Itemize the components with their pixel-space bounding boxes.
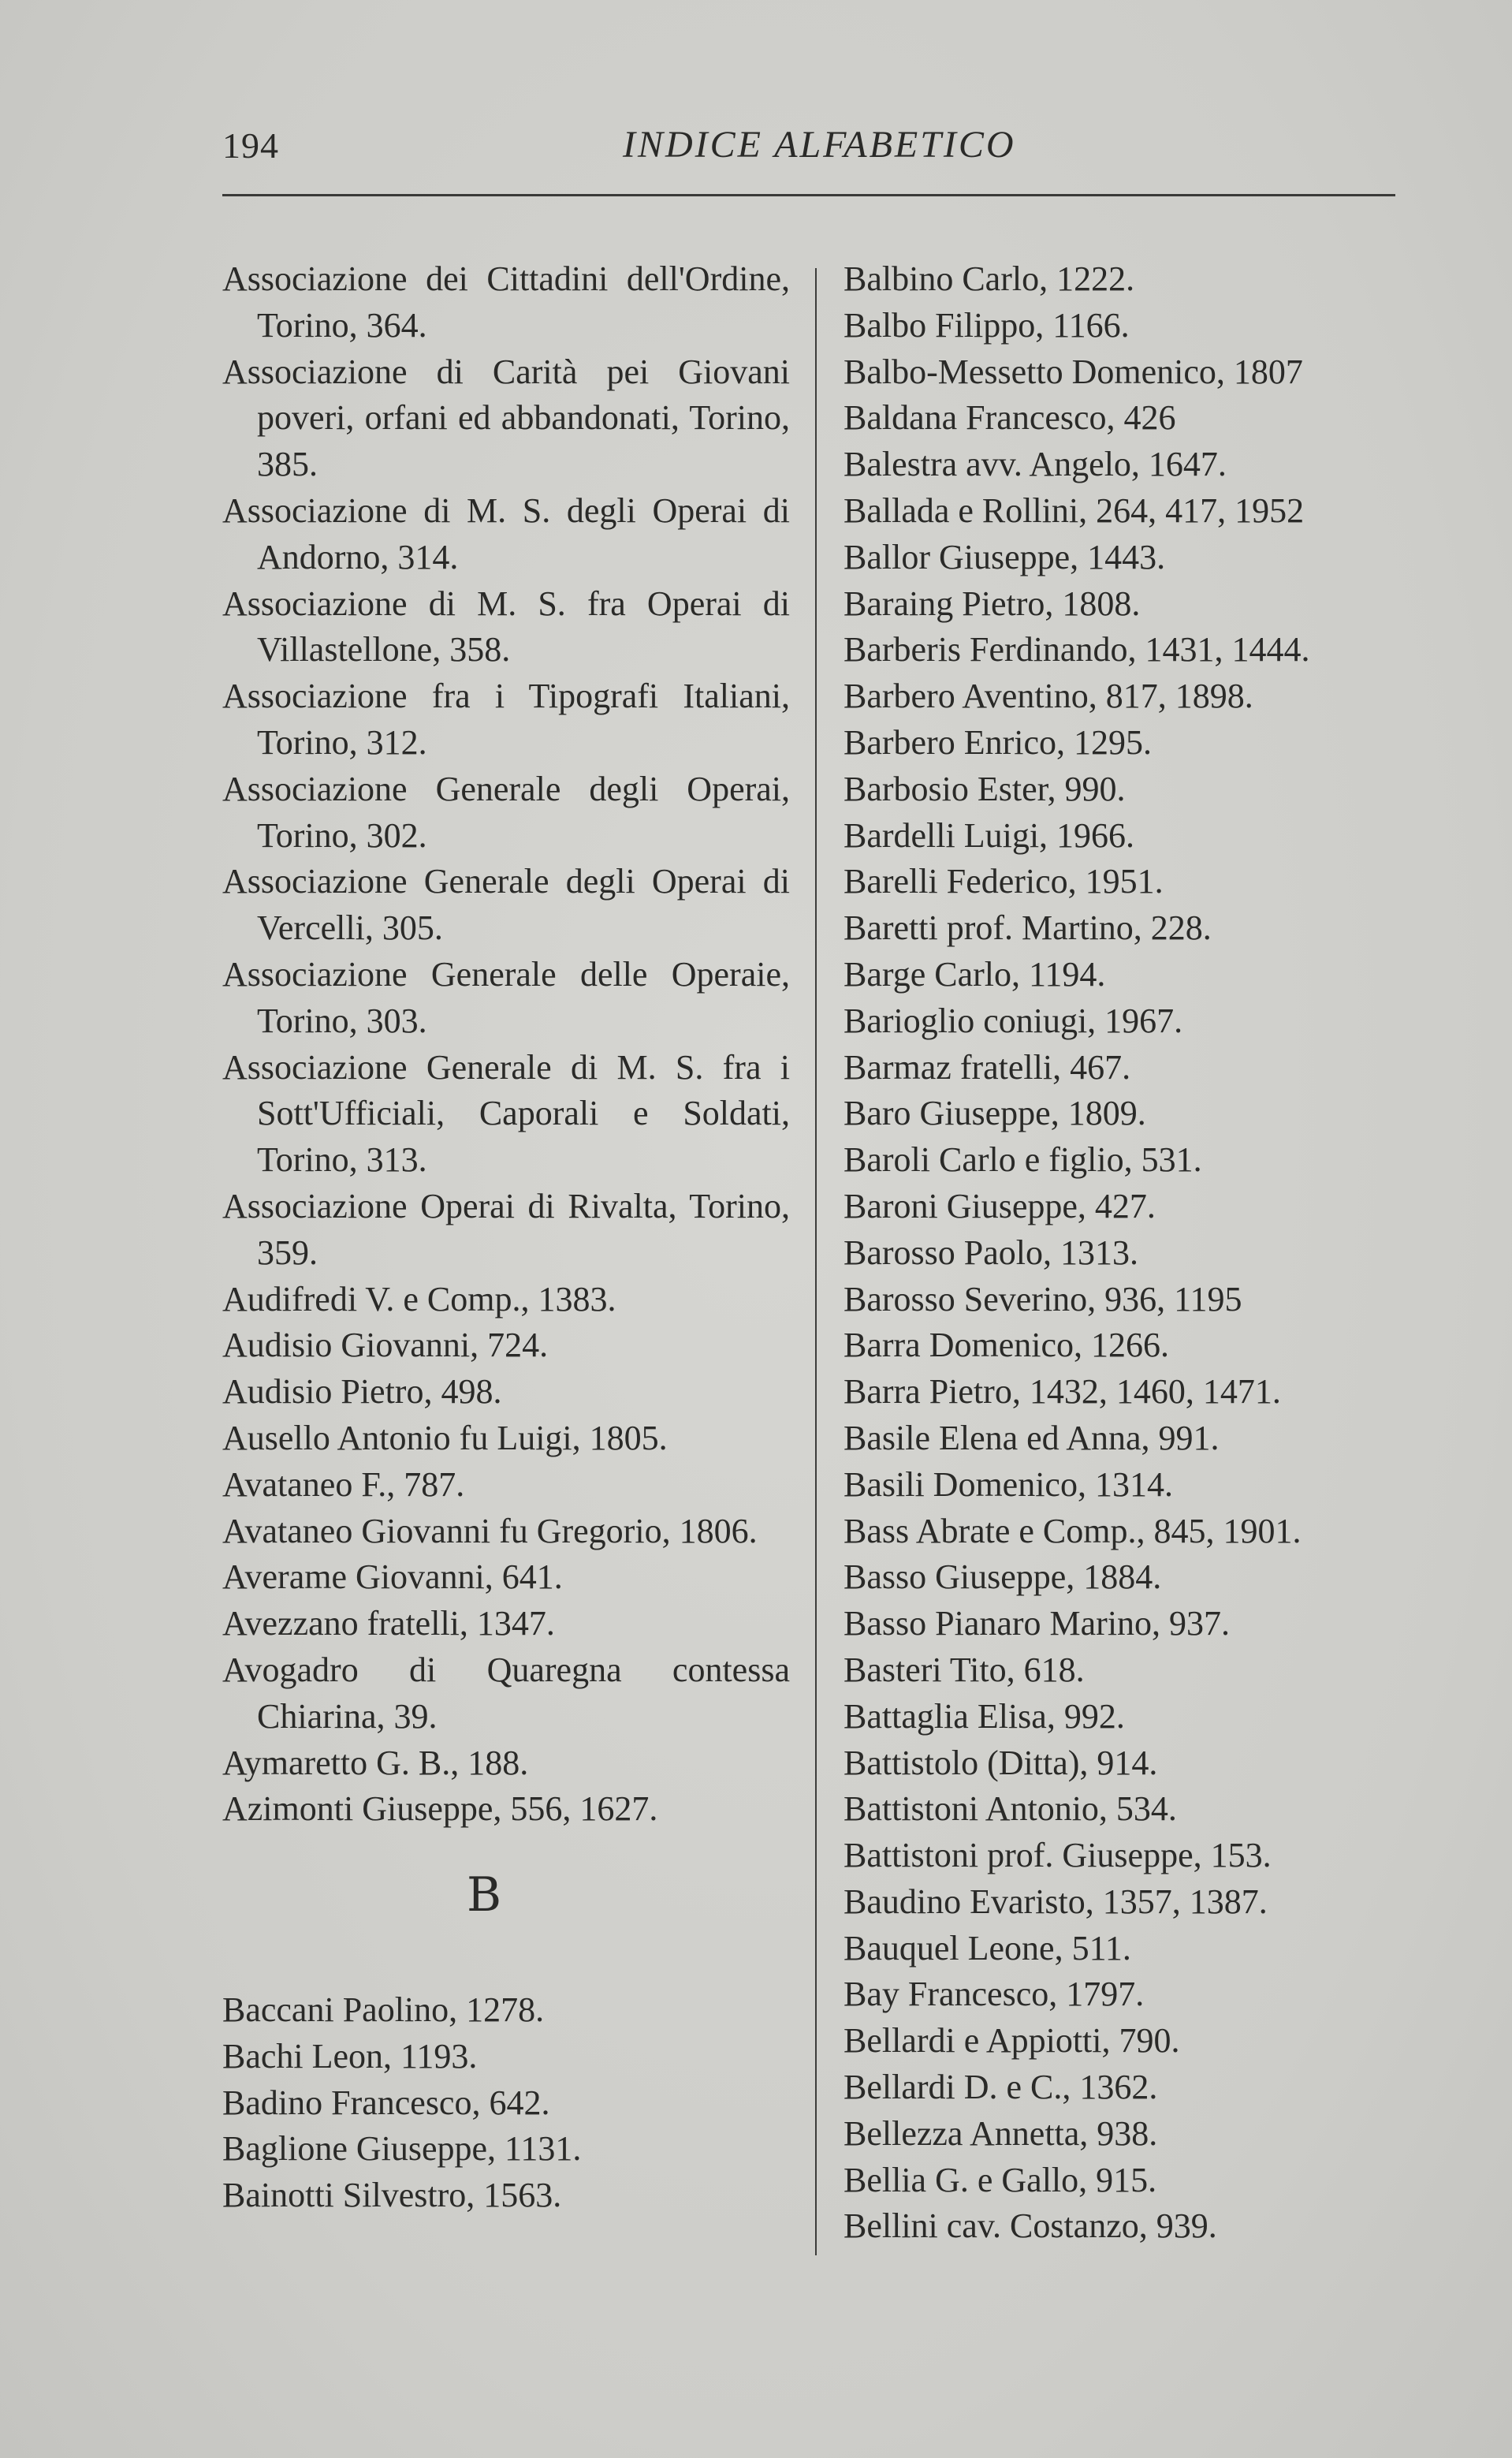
index-entry: Associazione dei Cittadini dell'Ordine, Torino, 364. [222, 259, 790, 345]
index-entry: Ballor Giuseppe, 1443. [844, 537, 1166, 576]
column-divider [815, 268, 817, 2255]
index-entry: Ausello Antonio fu Luigi, 1805. [222, 1418, 668, 1457]
index-entry: Battistoni Antonio, 534. [844, 1789, 1177, 1829]
index-entry: Baglione Giuseppe, 1131. [222, 2129, 582, 2169]
index-entry: Associazione Generale degli Operai di Vercelli, 305. [222, 862, 790, 948]
index-entry: Bellardi e Appiotti, 790. [844, 2021, 1180, 2061]
index-entry: Barra Domenico, 1266. [844, 1326, 1169, 1365]
index-entry: Audisio Giovanni, 724. [222, 1326, 549, 1365]
index-entry: Azimonti Giuseppe, 556, 1627. [222, 1789, 658, 1829]
index-entry: Audifredi V. e Comp., 1383. [222, 1279, 616, 1319]
index-entry: Avataneo F., 787. [222, 1464, 465, 1504]
index-entry: Associazione di M. S. degli Operai di Andorno, 314. [222, 490, 790, 576]
index-entry: Balbino Carlo, 1222. [844, 259, 1135, 298]
index-entry: Averame Giovanni, 641. [222, 1557, 563, 1597]
index-entry: Barge Carlo, 1194. [844, 954, 1106, 994]
index-entry: Barbero Enrico, 1295. [844, 722, 1152, 762]
index-entry: Associazione di M. S. fra Operai di Villastellone, 358. [222, 584, 790, 670]
index-entry: Avezzano fratelli, 1347. [222, 1604, 555, 1643]
index-entry: Barra Pietro, 1432, 1460, 1471. [844, 1372, 1281, 1412]
index-entry: Ballada e Rollini, 264, 417, 1952 [844, 490, 1305, 530]
section-letter: B [467, 1867, 502, 1923]
index-entry: Baldana Francesco, 426 [844, 398, 1176, 438]
index-entry: Associazione Generale delle Operaie, Torino, 303. [222, 954, 790, 1040]
index-entry: Bainotti Silvestro, 1563. [222, 2176, 562, 2215]
index-entry: Battistoni prof. Giuseppe, 153. [844, 1836, 1272, 1875]
index-entry: Baro Giuseppe, 1809. [844, 1094, 1146, 1133]
index-entry: Battistolo (Ditta), 914. [844, 1743, 1158, 1782]
entries-letter-b-left [222, 1987, 790, 2219]
index-entry: Balbo Filippo, 1166. [844, 305, 1130, 345]
index-entry: Baraing Pietro, 1808. [844, 584, 1141, 623]
index-entry: Basso Pianaro Marino, 937. [844, 1604, 1231, 1643]
index-entry: Basili Domenico, 1314. [844, 1464, 1173, 1504]
index-entry: Basteri Tito, 618. [844, 1650, 1085, 1689]
index-entry: Baroli Carlo e figlio, 531. [844, 1140, 1202, 1180]
index-entry: Balestra avv. Angelo, 1647. [844, 445, 1227, 484]
index-entry: Associazione fra i Tipografi Italiani, Torino, 312. [222, 677, 790, 762]
page-header [221, 118, 1395, 173]
index-entry: Associazione Generale degli Operai, Torino, 302. [222, 769, 790, 855]
index-entry: Barosso Paolo, 1313. [844, 1233, 1138, 1272]
index-entry: Audisio Pietro, 498. [222, 1372, 502, 1412]
index-entry: Baroni Giuseppe, 427. [844, 1186, 1156, 1225]
index-entry: Bellardi D. e C., 1362. [844, 2068, 1158, 2107]
index-entry: Avataneo Giovanni fu Gregorio, 1806. [222, 1511, 758, 1550]
running-title: INDICE ALFABETICO [623, 124, 1016, 166]
index-entry: Avogadro di Quaregna contessa Chiarina, 39. [222, 1650, 790, 1736]
index-entry: Barosso Severino, 936, 1195 [844, 1279, 1242, 1319]
index-entry: Bass Abrate e Comp., 845, 1901. [844, 1511, 1302, 1550]
right-column [844, 256, 1419, 2250]
index-entry: Basile Elena ed Anna, 991. [844, 1418, 1220, 1457]
index-entry: Battaglia Elisa, 992. [844, 1696, 1125, 1736]
index-entry: Bay Francesco, 1797. [844, 1975, 1145, 2014]
index-entry: Associazione Operai di Rivalta, Torino, 359. [222, 1186, 790, 1272]
index-entry: Bachi Leon, 1193. [222, 2036, 478, 2076]
entries-letter-a [222, 256, 790, 1833]
index-entry: Bauquel Leone, 511. [844, 1928, 1131, 1968]
section-heading [222, 1833, 790, 1987]
left-column [222, 256, 790, 2219]
index-entry: Associazione di Carità pei Giovani poveri, orfani ed abbandonati, Torino, 385. [222, 352, 790, 484]
index-entry: Basso Giuseppe, 1884. [844, 1557, 1162, 1597]
entries-letter-b-right [844, 256, 1419, 2250]
index-entry: Barberis Ferdinando, 1431, 1444. [844, 630, 1310, 670]
index-entry: Baccani Paolino, 1278. [222, 1990, 545, 2030]
index-entry: Baretti prof. Martino, 228. [844, 908, 1212, 948]
header-rule [222, 194, 1395, 196]
index-entry: Barbero Aventino, 817, 1898. [844, 677, 1253, 716]
index-entry: Bellini cav. Costanzo, 939. [844, 2206, 1217, 2246]
page-number: 194 [222, 125, 279, 166]
index-entry: Baudino Evaristo, 1357, 1387. [844, 1882, 1268, 1921]
index-entry: Associazione Generale di M. S. fra i Sott'Ufficiali, Caporali e Soldati, Torino, 313. [222, 1047, 790, 1180]
index-entry: Barelli Federico, 1951. [844, 862, 1164, 901]
index-entry: Badino Francesco, 642. [222, 2083, 550, 2122]
index-entry: Bardelli Luigi, 1966. [844, 815, 1135, 855]
index-entry: Balbo-Messetto Domenico, 1807 [844, 352, 1303, 391]
index-entry: Barmaz fratelli, 467. [844, 1047, 1131, 1087]
index-entry: Aymaretto G. B., 188. [222, 1743, 529, 1782]
index-entry: Barioglio coniugi, 1967. [844, 1001, 1183, 1040]
index-entry: Bellia G. e Gallo, 915. [844, 2160, 1157, 2199]
index-entry: Bellezza Annetta, 938. [844, 2113, 1158, 2153]
index-entry: Barbosio Ester, 990. [844, 769, 1126, 808]
